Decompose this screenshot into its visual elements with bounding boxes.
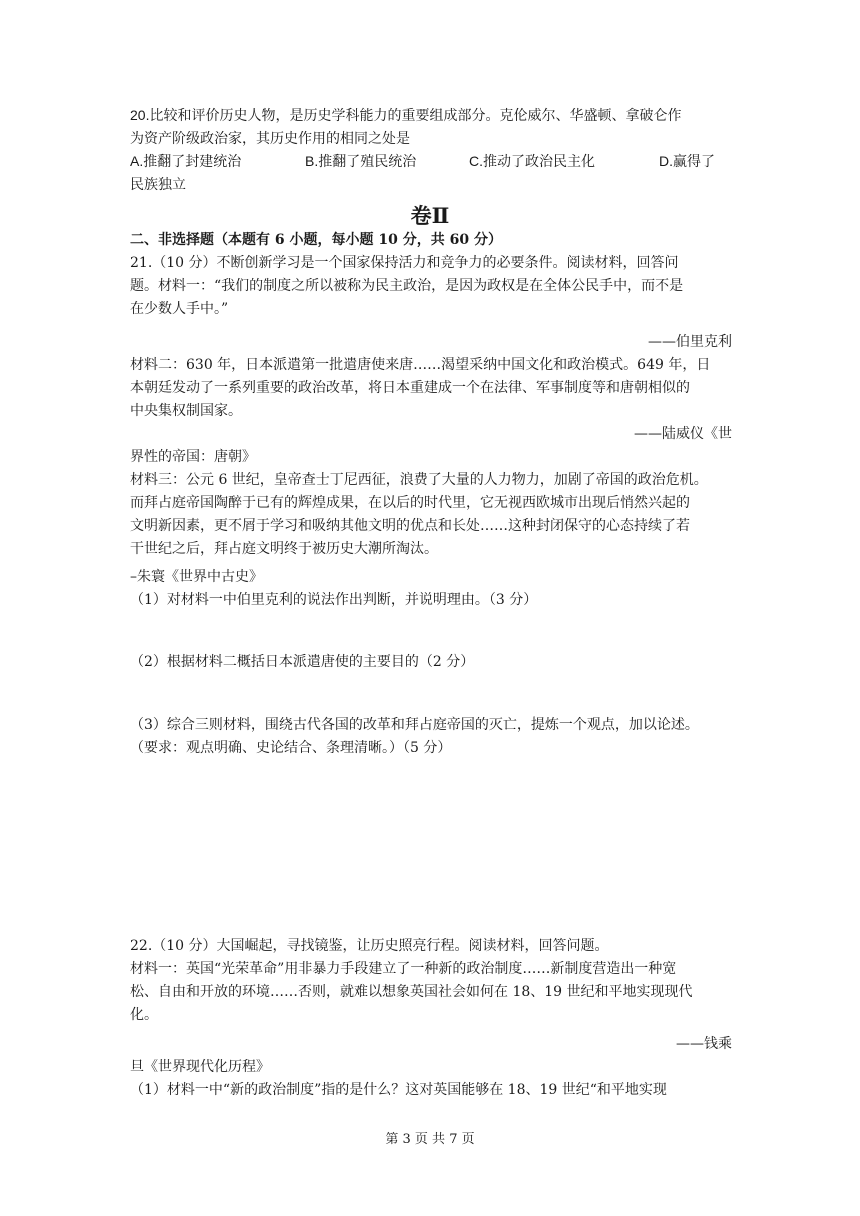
q22-source-1a: ——钱乘 bbox=[676, 1036, 732, 1052]
q20-option-a: A.推翻了封建统治 bbox=[130, 153, 242, 169]
section-heading: 二、非选择题（本题有 6 小题，每小题 10 分，共 60 分） bbox=[130, 232, 502, 248]
q21-subquestion-1: （1）对材料一中伯里克利的说法作出判断，并说明理由。（3 分） bbox=[130, 592, 538, 608]
q22-material-1-line-1: 材料一：英国“光荣革命”用非暴力手段建立了一种新的政治制度……新制度营造出一种宽 bbox=[130, 961, 677, 977]
q21-source-2b: 界性的帝国：唐朝》 bbox=[130, 449, 256, 465]
q22-source-1b: 旦《世界现代化历程》 bbox=[130, 1059, 270, 1075]
q21-source-1: ——伯里克利 bbox=[648, 334, 732, 350]
q20-options bbox=[130, 150, 732, 172]
q21-material-2-line-1: 材料二：630 年，日本派遣第一批遣唐使来唐……渴望采纳中国文化和政治模式。649 年，日 bbox=[130, 357, 711, 373]
q20-stem-line-2: 为资产阶级政治家，其历史作用的相同之处是 bbox=[130, 130, 410, 146]
q20-option-b: B.推翻了殖民统治 bbox=[305, 153, 417, 169]
q21-material-3-line-1: 材料三：公元 6 世纪，皇帝查士丁尼西征，浪费了大量的人力物力，加剧了帝国的政治危机。 bbox=[130, 472, 708, 488]
q20-stem-line-1: 20.比较和评价历史人物，是历史学科能力的重要组成部分。克伦威尔、华盛顿、拿破仑作 bbox=[130, 107, 682, 123]
q21-subquestion-3-line-2: （要求：观点明确、史论结合、条理清晰。）（5 分） bbox=[130, 740, 452, 756]
page-number: 第 3 页 共 7 页 bbox=[385, 1132, 475, 1147]
q22-material-1-line-2: 松、自由和开放的环境……否则，就难以想象英国社会如何在 18、19 世纪和平地实现现代 bbox=[130, 984, 693, 1000]
q21-line-2: 题。材料一：“我们的制度之所以被称为民主政治，是因为政权是在全体公民手中，而不是 bbox=[130, 278, 684, 294]
q21-material-2-line-3: 中央集权制国家。 bbox=[130, 403, 242, 419]
q22-subquestion-1: （1）材料一中“新的政治制度”指的是什么？这对英国能够在 18、19 世纪“和平地实现 bbox=[130, 1082, 667, 1098]
q21-subquestion-2: （2）根据材料二概括日本派遣唐使的主要目的（2 分） bbox=[130, 654, 475, 670]
q20-option-d-continued: 民族独立 bbox=[130, 176, 186, 192]
section-title: 卷Ⅱ bbox=[410, 203, 450, 228]
q21-line-3: 在少数人手中。” bbox=[130, 301, 229, 317]
q21-source-3: –朱寰《世界中古史》 bbox=[130, 569, 263, 585]
q21-subquestion-3-line-1: （3）综合三则材料，围绕古代各国的改革和拜占庭帝国的灭亡，提炼一个观点，加以论述。 bbox=[130, 717, 699, 733]
q21-material-2-line-2: 本朝廷发动了一系列重要的政治改革，将日本重建成一个在法律、军事制度等和唐朝相似的 bbox=[130, 380, 690, 396]
q21-material-3-line-2: 而拜占庭帝国陶醉于已有的辉煌成果，在以后的时代里，它无视西欧城市出现后悄然兴起的 bbox=[130, 495, 690, 511]
q21-source-2a: ——陆威仪《世 bbox=[634, 426, 732, 442]
q22-line-1: 22.（10 分）大国崛起，寻找镜鉴，让历史照亮行程。阅读材料，回答问题。 bbox=[130, 938, 609, 954]
q20-option-c: C.推动了政治民主化 bbox=[469, 153, 595, 169]
q21-material-3-line-4: 干世纪之后，拜占庭文明终于被历史大潮所淘汰。 bbox=[130, 541, 438, 557]
q21-material-3-line-3: 文明新因素，更不屑于学习和吸纳其他文明的优点和长处……这种封闭保守的心态持续了若 bbox=[130, 518, 690, 534]
q20-option-d: D.赢得了 bbox=[659, 153, 715, 169]
q21-line-1: 21.（10 分）不断创新学习是一个国家保持活力和竞争力的必要条件。阅读材料，回答问 bbox=[130, 255, 679, 271]
q22-material-1-line-3: 化。 bbox=[130, 1007, 158, 1023]
